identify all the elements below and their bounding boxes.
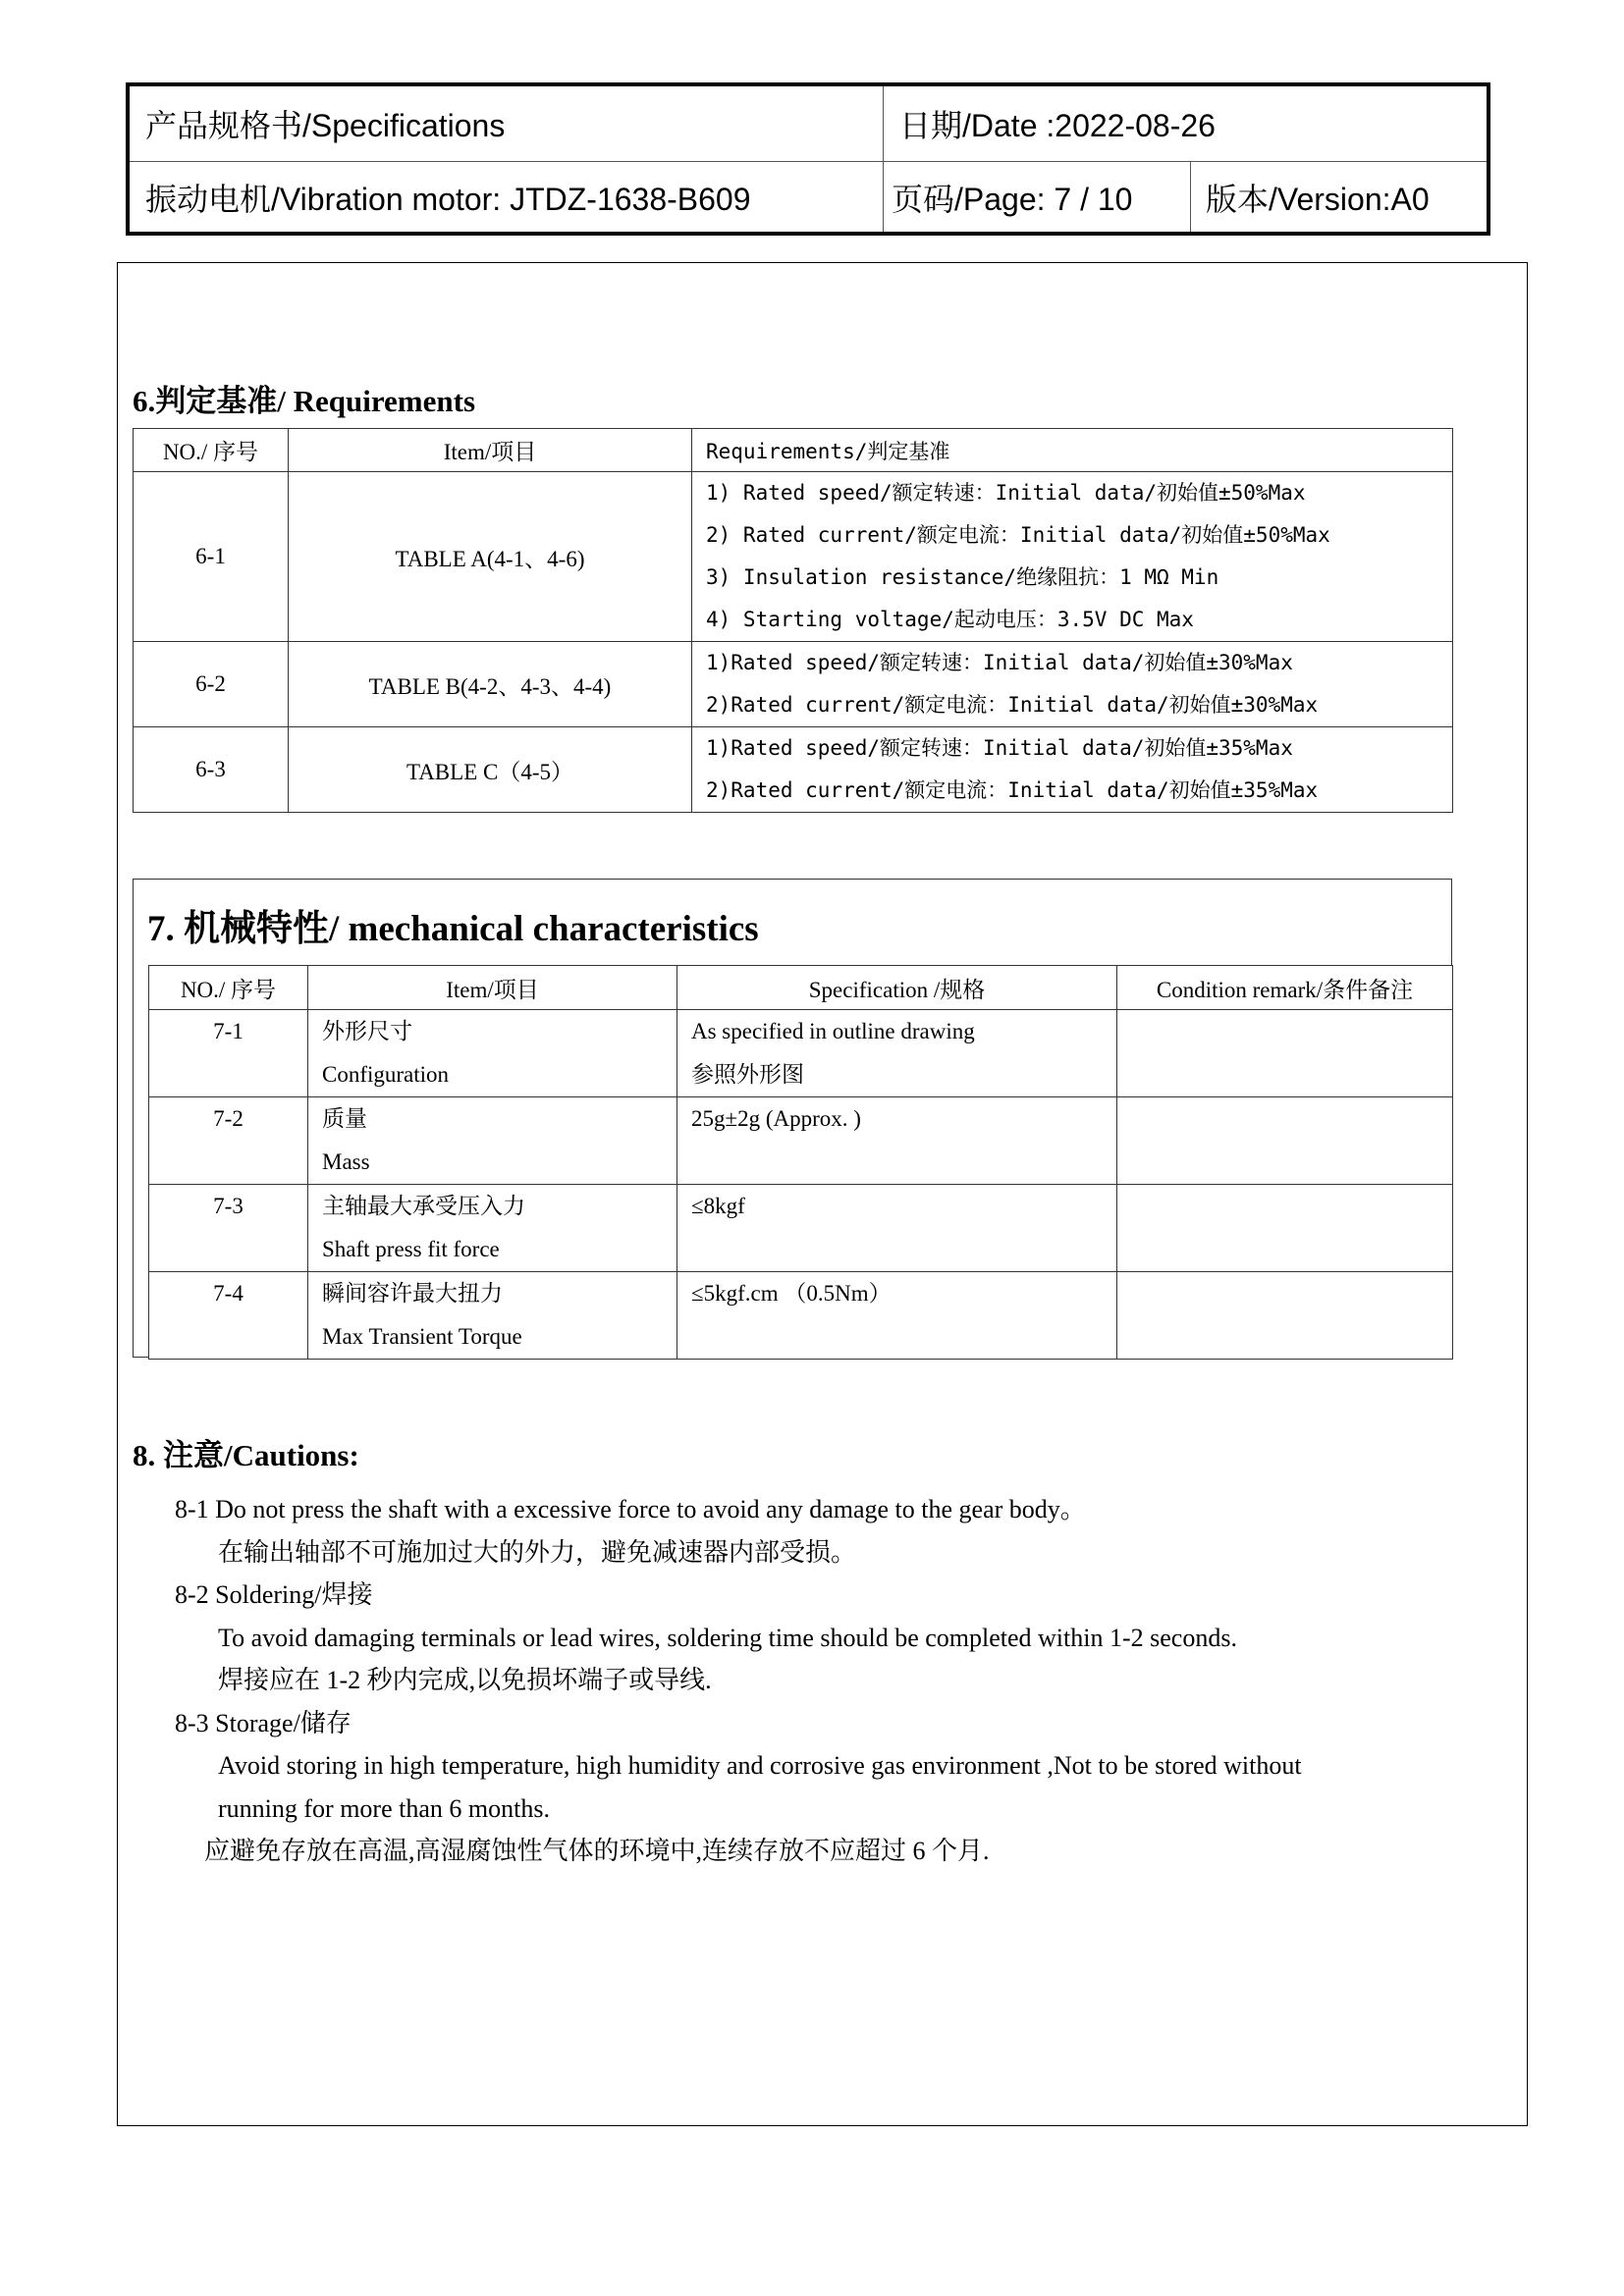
mechanical-table — [148, 965, 1453, 1360]
table-row — [149, 1010, 1453, 1097]
row-number — [149, 1185, 308, 1272]
version: 版本/Version:A0 — [1206, 181, 1430, 217]
column-header-no: NO./ 序号 — [134, 429, 289, 472]
row-specification — [677, 1010, 1117, 1097]
cautions-list — [175, 1488, 1302, 1873]
row-item — [308, 1185, 677, 1272]
row-remark — [1117, 1272, 1453, 1360]
row-number: 6-2 — [134, 642, 289, 727]
section-7-title: 7. 机械特性/ mechanical characteristics — [147, 909, 759, 949]
column-header-specification: Specification /规格 — [677, 966, 1117, 1010]
header-divider — [1190, 162, 1191, 232]
item-en: Mass — [322, 1149, 370, 1174]
item-cn: 瞬间容许最大扭力 — [322, 1281, 503, 1306]
requirement-line: 2)Rated current/额定电流：Initial data/初始值±35%Max — [706, 778, 1319, 802]
caution-line: 焊接应在 1-2 秒内完成,以免损坏端子或导线. — [218, 1666, 712, 1694]
item-cn: 主轴最大承受压入力 — [322, 1194, 525, 1218]
caution-line: 在输出轴部不可施加过大的外力，避免减速器内部受损。 — [218, 1537, 857, 1567]
row-number-text: 7-3 — [213, 1194, 244, 1218]
requirements-cell — [692, 642, 1453, 727]
document-header — [126, 82, 1490, 236]
requirements-cell — [692, 727, 1453, 813]
row-specification — [677, 1097, 1117, 1185]
row-remark — [1117, 1185, 1453, 1272]
requirement-line: 1)Rated speed/额定转速：Initial data/初始值±30%Max — [706, 651, 1293, 674]
table-row — [134, 642, 1453, 727]
row-specification — [677, 1185, 1117, 1272]
row-number: 6-1 — [134, 472, 289, 642]
requirement-line: 1)Rated speed/额定转速：Initial data/初始值±35%Max — [706, 736, 1293, 760]
column-header-item: Item/项目 — [308, 966, 677, 1010]
caution-line: 8-3 Storage/储存 — [175, 1708, 352, 1737]
requirements-cell — [692, 472, 1453, 642]
section-6-title: 6.判定基准/ Requirements — [133, 384, 476, 418]
requirement-line: 2) Rated current/额定电流：Initial data/初始值±50%Max — [706, 523, 1330, 547]
caution-line: running for more than 6 months. — [218, 1793, 550, 1823]
table-margin-line — [133, 965, 148, 1358]
row-number-text: 7-2 — [213, 1106, 244, 1131]
requirement-line: 1) Rated speed/额定转速：Initial data/初始值±50%Max — [706, 481, 1306, 505]
requirement-line: 4) Starting voltage/起动电压：3.5V DC Max — [706, 608, 1194, 631]
spec-line: ≤8kgf — [691, 1194, 745, 1218]
row-remark — [1117, 1010, 1453, 1097]
table-row — [149, 1272, 1453, 1360]
item-en: Shaft press fit force — [322, 1237, 500, 1261]
spec-line: As specified in outline drawing — [691, 1019, 975, 1043]
row-item — [308, 1272, 677, 1360]
header-divider — [883, 162, 884, 232]
row-number: 6-3 — [134, 727, 289, 813]
table-row — [149, 1185, 1453, 1272]
document-date: 日期/Date :2022-08-26 — [899, 108, 1216, 143]
item-en: Configuration — [322, 1062, 450, 1087]
product-name: 振动电机/Vibration motor: JTDZ-1638-B609 — [145, 181, 751, 217]
row-number — [149, 1010, 308, 1097]
row-item: TABLE B(4-2、4-3、4-4) — [289, 642, 692, 727]
header-row-2 — [130, 162, 1487, 232]
row-item — [308, 1097, 677, 1185]
caution-line: 8-2 Soldering/焊接 — [175, 1580, 373, 1609]
requirement-line: 2)Rated current/额定电流：Initial data/初始值±30%Max — [706, 693, 1319, 717]
section-8-title: 8. 注意/Cautions: — [133, 1438, 359, 1472]
spec-line: 25g±2g (Approx. ) — [691, 1106, 861, 1131]
caution-line: 8-1 Do not press the shaft with a excessive force to avoid any damage to the gear body。 — [175, 1495, 1086, 1523]
header-divider — [883, 86, 884, 161]
table-row — [134, 727, 1453, 813]
row-number — [149, 1272, 308, 1360]
requirements-table — [133, 428, 1453, 813]
item-cn: 外形尺寸 — [322, 1019, 412, 1043]
row-specification — [677, 1272, 1117, 1360]
caution-line: 应避免存放在高温,高湿腐蚀性气体的环境中,连续存放不应超过 6 个月. — [204, 1837, 990, 1865]
table-row — [134, 472, 1453, 642]
row-number-text: 7-4 — [213, 1281, 244, 1306]
row-item: TABLE A(4-1、4-6) — [289, 472, 692, 642]
header-row-1 — [130, 86, 1487, 162]
column-header-remark: Condition remark/条件备注 — [1117, 966, 1453, 1010]
column-header-no: NO./ 序号 — [149, 966, 308, 1010]
row-number-text: 7-1 — [213, 1019, 244, 1043]
column-header-item: Item/项目 — [289, 429, 692, 472]
caution-line: To avoid damaging terminals or lead wires, soldering time should be completed within 1-2 seconds. — [218, 1623, 1237, 1652]
item-cn: 质量 — [322, 1106, 367, 1131]
column-header-requirements: Requirements/判定基准 — [692, 429, 1453, 472]
page-number: 页码/Page: 7 / 10 — [892, 181, 1133, 217]
row-item — [308, 1010, 677, 1097]
table-header-row — [149, 966, 1453, 1010]
row-item: TABLE C（4-5） — [289, 727, 692, 813]
table-header-row — [134, 429, 1453, 472]
spec-line: 参照外形图 — [691, 1062, 804, 1087]
requirement-line: 3) Insulation resistance/绝缘阻抗：1 MΩ Min — [706, 565, 1219, 589]
table-row — [149, 1097, 1453, 1185]
spec-line: ≤5kgf.cm （0.5Nm） — [691, 1281, 892, 1306]
caution-line: Avoid storing in high temperature, high humidity and corrosive gas environment ,Not to be stored without — [218, 1751, 1302, 1780]
row-number — [149, 1097, 308, 1185]
spec-title: 产品规格书/Specifications — [145, 108, 506, 143]
item-en: Max Transient Torque — [322, 1324, 522, 1349]
row-remark — [1117, 1097, 1453, 1185]
